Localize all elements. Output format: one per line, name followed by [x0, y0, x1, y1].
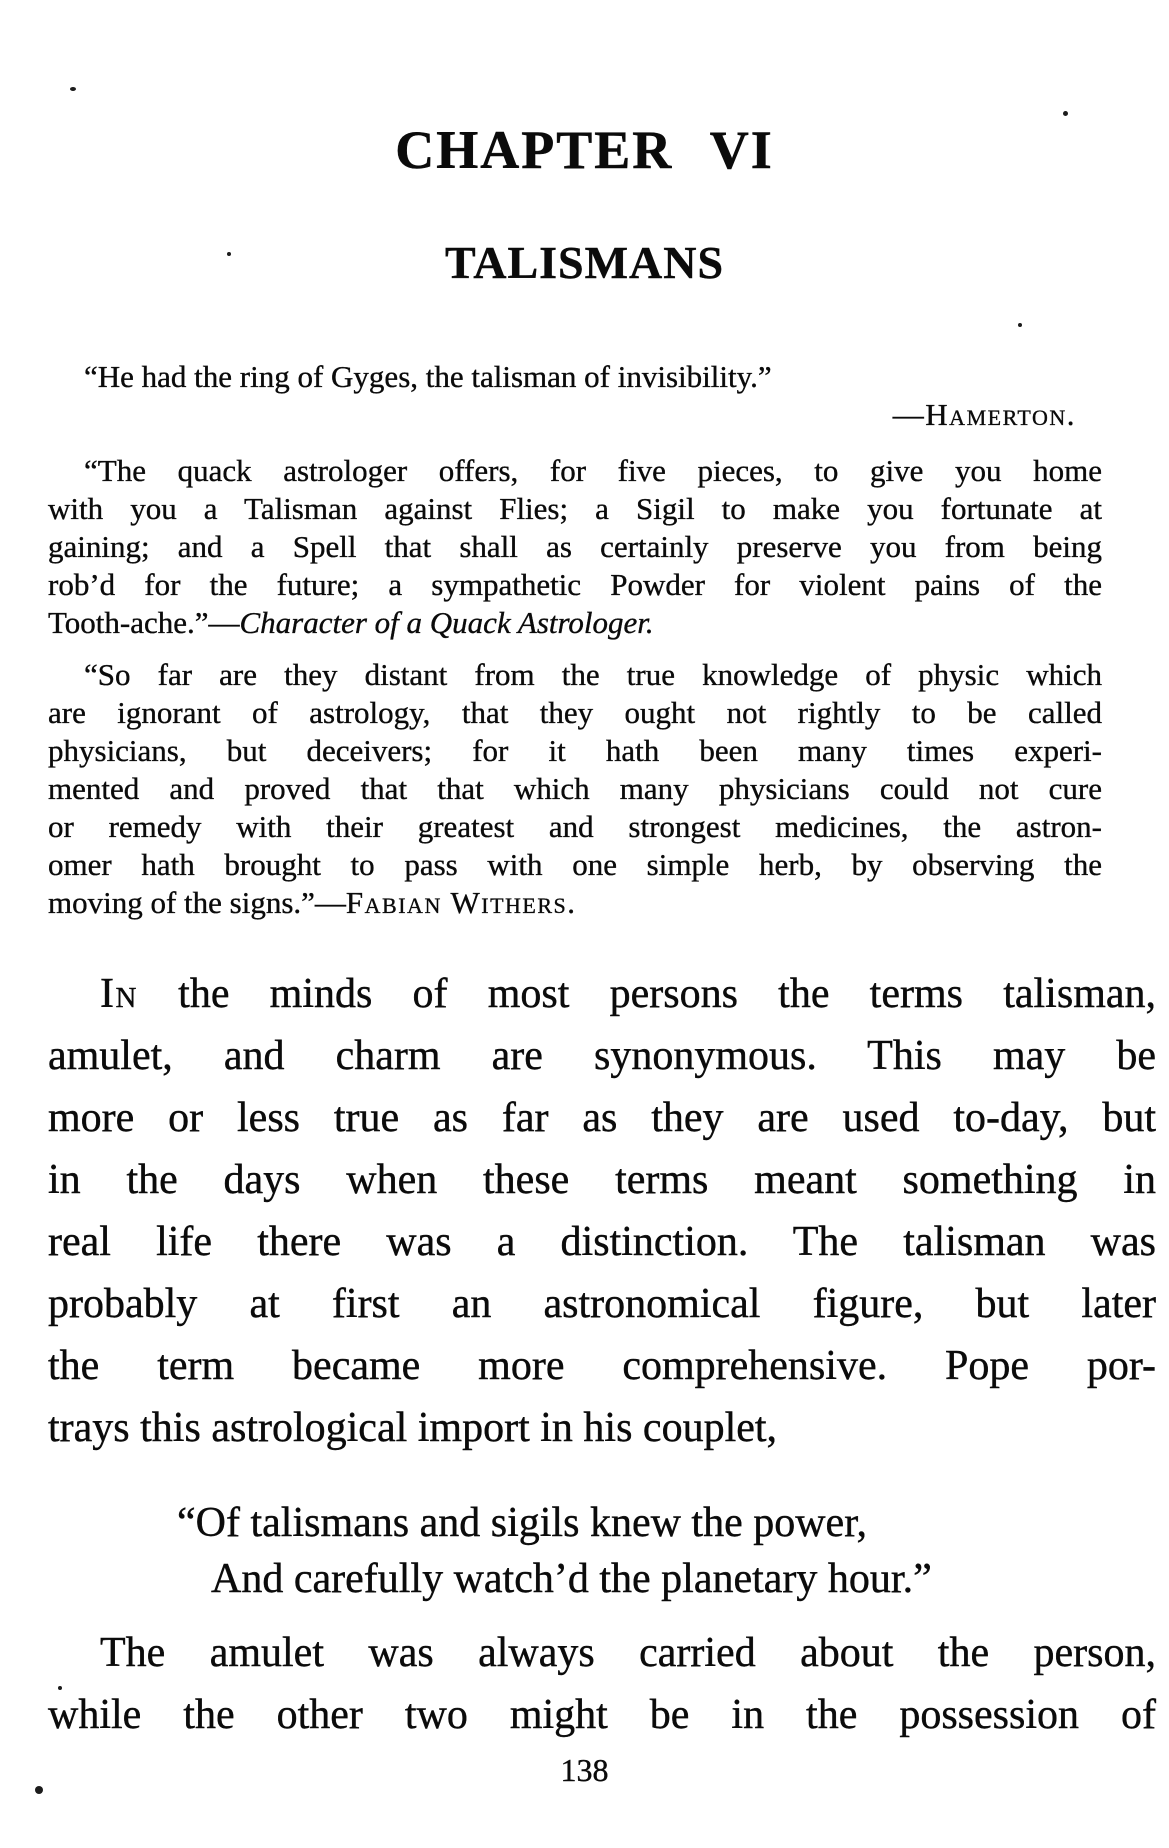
body-line: real life there was a distinction. The talisman was [48, 1219, 1156, 1265]
scan-speck [35, 1786, 43, 1794]
scan-speck [227, 252, 231, 256]
body-paragraph [48, 963, 1156, 1459]
epigraph-line: “So far are they distant from the true knowledge of physic which [84, 657, 1102, 692]
section-heading: TALISMANS [444, 237, 725, 288]
epigraph-line: omer hath brought to pass with one simple herb, by observing the [48, 847, 1102, 882]
epigraph-attribution [48, 396, 1102, 434]
body-line [48, 963, 1156, 1025]
epigraph-line: or remedy with their greatest and strongest medicines, the astron- [48, 809, 1102, 844]
epigraph-last-line-plain: moving of the signs.”— [48, 885, 346, 920]
scan-speck [70, 87, 76, 91]
epigraph-line: with you a Talisman against Flies; a Sigil to make you fortunate at [48, 491, 1102, 526]
epigraph-line: physicians, but deceivers; for it hath been many times experi- [48, 733, 1102, 768]
body-line: the term became more comprehensive. Pope por- [48, 1343, 1156, 1389]
epigraph-hamerton [48, 358, 1102, 434]
couplet-line: “Of talismans and sigils knew the power, [177, 1500, 868, 1546]
epigraph-quote-line: “He had the ring of Gyges, the talisman of invisibility.” [84, 359, 772, 394]
epigraph-last-line [48, 604, 1102, 642]
epigraph-line: rob’d for the future; a sympathetic Powder for violent pains of the [48, 567, 1102, 602]
epigraph-source-title: Character of a Quack Astrologer. [239, 605, 654, 640]
couplet-line: And carefully watch’d the planetary hour.” [211, 1556, 932, 1602]
scan-speck [1063, 111, 1068, 116]
body-line: The amulet was always carried about the person, [100, 1630, 1156, 1676]
page-number: 138 [560, 1752, 609, 1788]
epigraph-line: “The quack astrologer offers, for five pieces, to give you home [84, 453, 1102, 488]
epigraph-fabian-withers [48, 656, 1102, 922]
epigraph-line: are ignorant of astrology, that they ought not rightly to be called [48, 695, 1102, 730]
body-line: in the days when these terms meant something in [48, 1157, 1156, 1203]
attribution-name: —Hamerton. [892, 397, 1076, 432]
closing-paragraph [48, 1622, 1156, 1746]
pope-couplet [0, 1495, 1169, 1607]
body-line: amulet, and charm are synonymous. This may be [48, 1033, 1156, 1079]
body-line: probably at first an astronomical figure, but later [48, 1281, 1156, 1327]
scan-speck [58, 1686, 62, 1690]
lead-word-small-caps: In [100, 971, 138, 1017]
body-line: trays this astrological import in his couplet, [48, 1405, 778, 1451]
chapter-heading: CHAPTER VI [395, 120, 774, 180]
epigraph-quack-astrologer [48, 452, 1102, 642]
epigraph-line: gaining; and a Spell that shall as certainly preserve you from being [48, 529, 1102, 564]
scan-speck [1018, 323, 1022, 327]
attribution-name: Fabian Withers. [345, 885, 577, 920]
epigraph-last-line-plain: Tooth-ache.”— [48, 605, 240, 640]
body-line: while the other two might be in the possession of [48, 1692, 1156, 1738]
epigraph-last-line [48, 884, 1102, 922]
body-line-text: the minds of most persons the terms talisman, [137, 971, 1156, 1017]
epigraph-line: mented and proved that that which many physicians could not cure [48, 771, 1102, 806]
body-line: more or less true as far as they are used to-day, but [48, 1095, 1156, 1141]
